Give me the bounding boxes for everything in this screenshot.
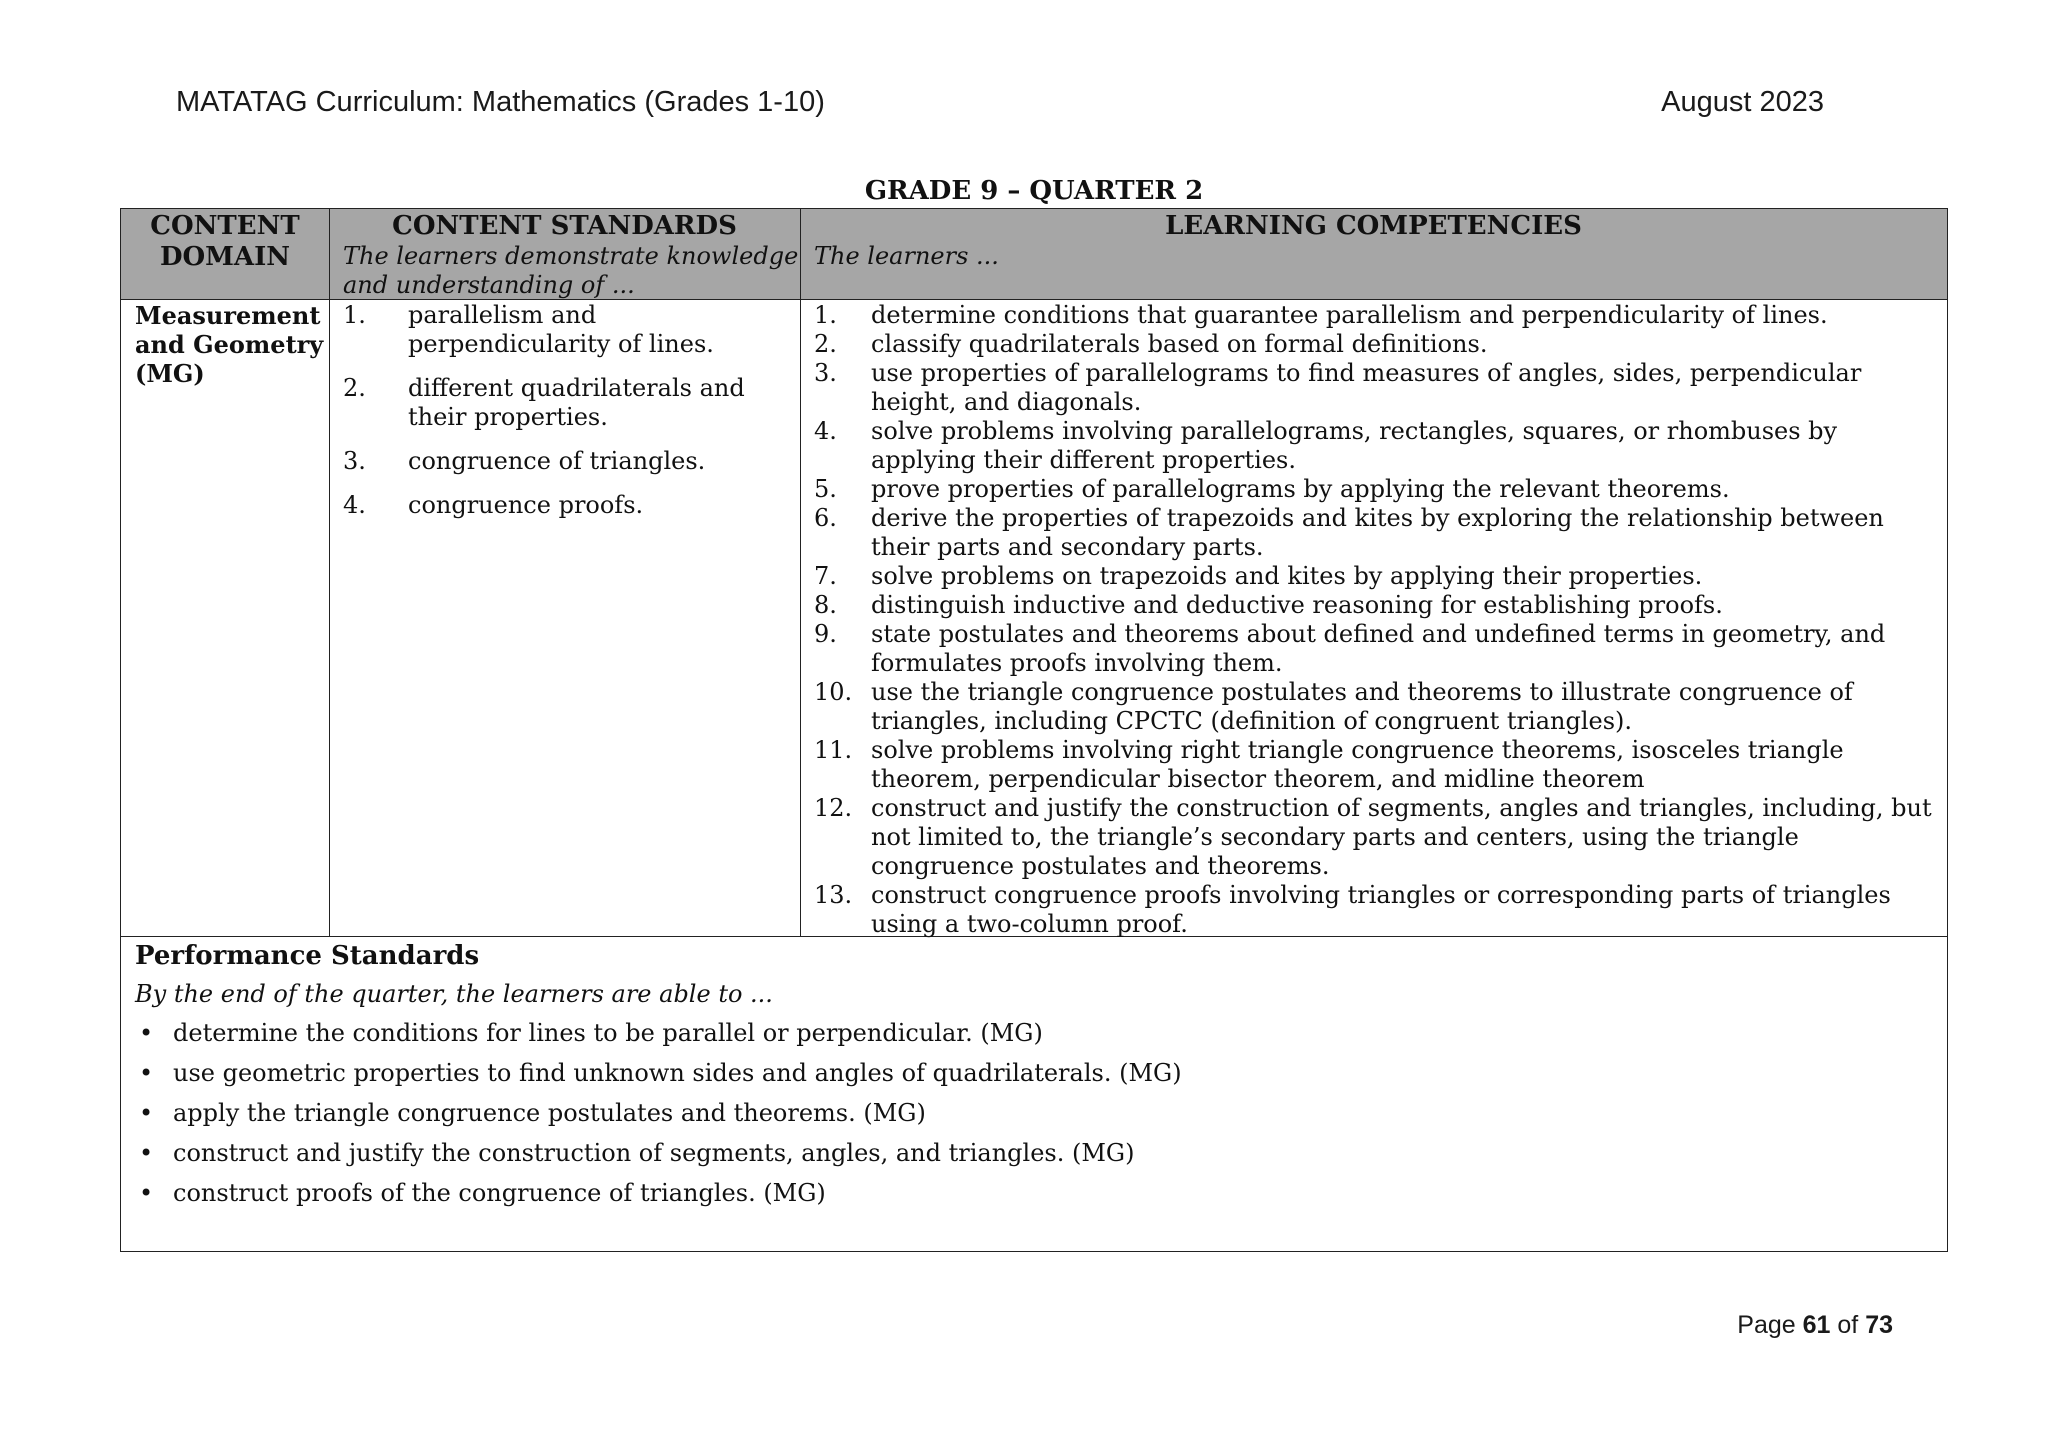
item-text: state postulates and theorems about defined and undefined terms in geometry, and formulates proofs involving them. — [871, 620, 1886, 677]
curriculum-table — [120, 208, 1948, 1252]
list-item — [814, 794, 1939, 881]
document-date: August 2023 — [1661, 86, 1824, 118]
bullet-icon: • — [139, 1059, 154, 1087]
item-number: 7. — [814, 562, 837, 590]
item-number: 1. — [814, 301, 837, 329]
list-item — [814, 736, 1939, 794]
grade-quarter-title: GRADE 9 – QUARTER 2 — [864, 176, 1204, 206]
item-text: congruence of triangles. — [408, 447, 706, 475]
page-of-label: of — [1837, 1311, 1859, 1339]
document-title: MATATAG Curriculum: Mathematics (Grades 1-10) — [176, 86, 825, 118]
item-number: 4. — [343, 491, 366, 519]
item-number: 13. — [814, 881, 853, 909]
performance-standards-subtitle: By the end of the quarter, the learners are able to ... — [135, 980, 773, 1008]
item-text: parallelism and perpendicularity of lines. — [408, 301, 714, 358]
list-item — [135, 1093, 1925, 1133]
item-number: 10. — [814, 678, 853, 706]
item-text: solve problems on trapezoids and kites by applying their properties. — [871, 562, 1703, 590]
item-text: determine conditions that guarantee parallelism and perpendicularity of lines. — [871, 301, 1828, 329]
list-item — [814, 359, 1939, 417]
item-text: determine the conditions for lines to be parallel or perpendicular. (MG) — [173, 1019, 1043, 1047]
performance-standards-section — [135, 937, 1925, 1213]
item-text: prove properties of parallelograms by applying the relevant theorems. — [871, 475, 1730, 503]
item-number: 1. — [343, 301, 366, 329]
item-text: construct proofs of the congruence of triangles. (MG) — [173, 1179, 826, 1207]
item-number: 12. — [814, 794, 853, 822]
bullet-icon: • — [139, 1179, 154, 1207]
item-text: apply the triangle congruence postulates and theorems. (MG) — [173, 1099, 926, 1127]
bullet-icon: • — [139, 1139, 154, 1167]
header-domain-line2: DOMAIN — [159, 242, 291, 272]
item-number: 11. — [814, 736, 853, 764]
item-text: different quadrilaterals and their properties. — [408, 374, 745, 431]
list-item — [814, 330, 1939, 359]
list-item — [135, 1053, 1925, 1093]
header-content-standards — [329, 211, 800, 300]
learning-competencies-list — [814, 301, 1939, 939]
list-item — [814, 678, 1939, 736]
item-text: solve problems involving parallelograms, rectangles, squares, or rhombuses by applying their different properties. — [871, 417, 1838, 474]
item-number: 2. — [343, 374, 366, 402]
list-item — [343, 301, 793, 359]
page-total: 73 — [1865, 1311, 1893, 1339]
table-header-row — [121, 209, 1947, 300]
header-domain-line1: CONTENT — [150, 211, 300, 241]
item-text: solve problems involving right triangle congruence theorems, isosceles triangle theorem, perpendicular bisector theorem, and midline theorem — [871, 736, 1844, 793]
page-label: Page — [1737, 1311, 1796, 1339]
item-text: congruence proofs. — [408, 491, 644, 519]
bullet-icon: • — [139, 1019, 154, 1047]
item-number: 2. — [814, 330, 837, 358]
page-number — [1737, 1311, 1893, 1340]
list-item — [135, 1133, 1925, 1173]
item-text: use the triangle congruence postulates and theorems to illustrate congruence of triangles, including CPCTC (definition of congruent triangles). — [871, 678, 1853, 735]
item-text: distinguish inductive and deductive reasoning for establishing proofs. — [871, 591, 1723, 619]
performance-standards-title: Performance Standards — [135, 941, 480, 971]
item-number: 6. — [814, 504, 837, 532]
column-divider — [329, 209, 330, 936]
list-item — [343, 491, 793, 520]
list-item — [814, 620, 1939, 678]
content-domain-cell — [135, 301, 325, 388]
column-divider — [800, 209, 801, 936]
item-number: 3. — [814, 359, 837, 387]
item-number: 3. — [343, 447, 366, 475]
domain-line: and Geometry — [135, 330, 324, 359]
header-standards-title: CONTENT STANDARDS — [392, 211, 737, 241]
list-item — [343, 374, 793, 432]
header-competencies-title: LEARNING COMPETENCIES — [1165, 211, 1582, 241]
header-competencies-subtitle: The learners ... — [814, 242, 999, 270]
header-learning-competencies — [800, 211, 1947, 271]
list-item — [135, 1173, 1925, 1213]
header-standards-subtitle: The learners demonstrate knowledge and understanding of ... — [343, 242, 799, 299]
list-item — [814, 562, 1939, 591]
list-item — [814, 301, 1939, 330]
item-text: construct and justify the construction of segments, angles and triangles, including, but not limited to, the triangle’s secondary parts and centers, using the triangle congruence postulates and theorems. — [871, 794, 1932, 880]
item-number: 9. — [814, 620, 837, 648]
list-item — [814, 504, 1939, 562]
list-item — [814, 475, 1939, 504]
content-standards-list — [343, 301, 793, 535]
header-content-domain — [121, 211, 329, 273]
item-text: construct congruence proofs involving triangles or corresponding parts of triangles using a two-column proof. — [871, 881, 1891, 938]
list-item — [135, 1013, 1925, 1053]
list-item — [814, 591, 1939, 620]
page-current: 61 — [1802, 1311, 1831, 1339]
item-number: 5. — [814, 475, 837, 503]
item-text: use geometric properties to find unknown sides and angles of quadrilaterals. (MG) — [173, 1059, 1182, 1087]
domain-line: (MG) — [135, 359, 205, 388]
list-item — [814, 417, 1939, 475]
bullet-icon: • — [139, 1099, 154, 1127]
item-text: use properties of parallelograms to find measures of angles, sides, perpendicular height, and diagonals. — [871, 359, 1862, 416]
item-text: classify quadrilaterals based on formal definitions. — [871, 330, 1488, 358]
list-item — [343, 447, 793, 476]
item-number: 8. — [814, 591, 837, 619]
item-text: derive the properties of trapezoids and kites by exploring the relationship between their parts and secondary parts. — [871, 504, 1884, 561]
list-item — [814, 881, 1939, 939]
item-number: 4. — [814, 417, 837, 445]
domain-line: Measurement — [135, 301, 321, 330]
item-text: construct and justify the construction of segments, angles, and triangles. (MG) — [173, 1139, 1135, 1167]
